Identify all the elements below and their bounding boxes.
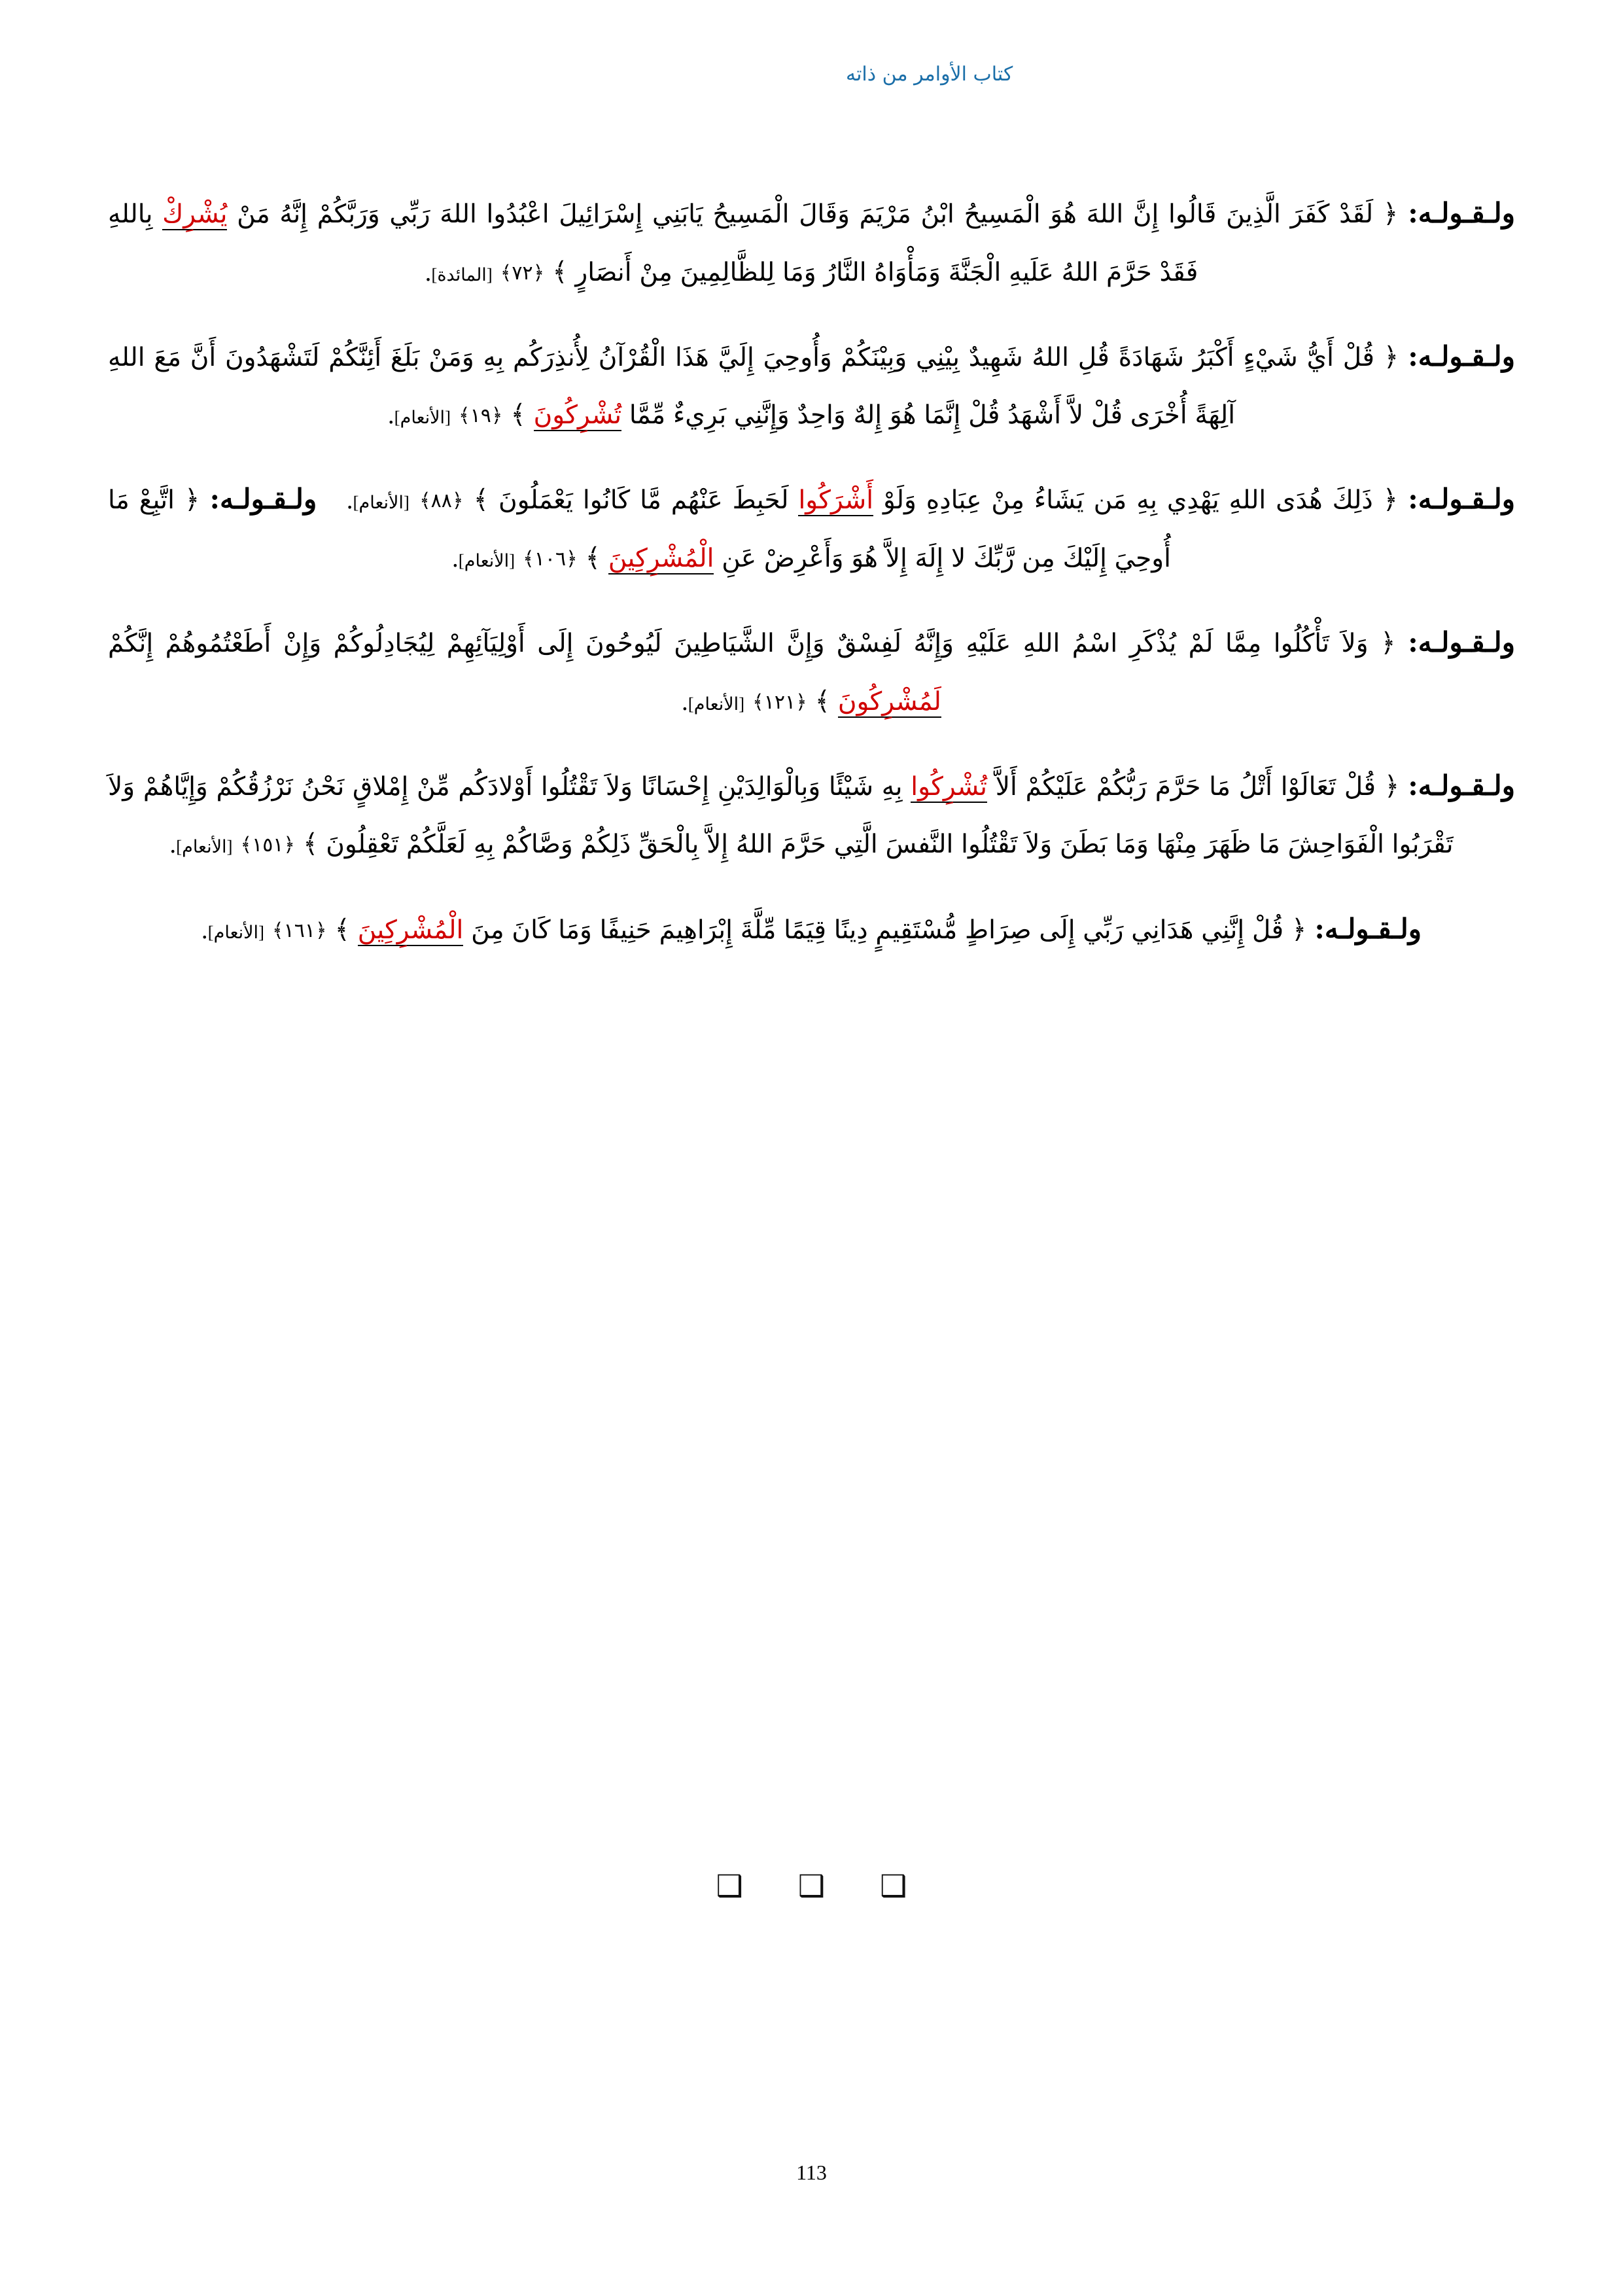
quote-block (108, 469, 1515, 586)
sura-reference: [الأنعام] (176, 837, 233, 857)
quote-block (108, 183, 1515, 300)
page-header (846, 63, 1500, 86)
ayah-number: ﴿١٩﴾ (459, 405, 503, 427)
quote-paragraph (108, 183, 1515, 300)
highlighted-term: لَمُشْرِكُونَ (838, 688, 941, 718)
ayah-open-bracket: ﴿ (1291, 914, 1307, 944)
ayah-open-bracket: ﴿ (1382, 199, 1399, 228)
ayah-close-bracket: ﴾ (303, 829, 319, 859)
page-number: 113 (796, 2161, 827, 2184)
ayah-text-after: لَحَبِطَ عَنْهُم مَّا كَانُوا يَعْمَلُونَ (489, 486, 799, 515)
quote-paragraph (108, 899, 1515, 959)
ayah-text-after (350, 916, 358, 944)
ayah-open-bracket: ﴿ (1384, 771, 1400, 801)
ayah-close-bracket: ﴾ (473, 485, 489, 515)
quote-block (108, 612, 1515, 730)
ayah-text-after (526, 401, 534, 429)
ayah-text-before: اتَّبِعْ مَا أُوحِيَ إِلَيْكَ مِن رَّبِّكَ لا إِلَهَ إِلاَّ هُوَ وَأَعْرِضْ عَنِ (108, 486, 1171, 573)
highlighted-term: أَشْرَكُوا (798, 486, 873, 516)
separator-square-icon: ❑ (880, 1868, 907, 1903)
ayah-number: ﴿١٥١﴾ (240, 834, 295, 857)
sura-reference: [المائدة] (431, 264, 493, 285)
section-separator (0, 1868, 1623, 1903)
highlighted-term: تُشْرِكُوا (911, 773, 987, 803)
quote-paragraph (108, 327, 1515, 444)
lead-phrase: ولـقـولـه: (1408, 769, 1515, 802)
sura-reference: [الأنعام] (353, 493, 410, 513)
lead-phrase: ولـقـولـه: (1408, 340, 1516, 372)
quote-block (108, 327, 1515, 444)
ayah-number: ﴿١٠٦﴾ (523, 548, 578, 571)
ayah-number: ﴿٧٢﴾ (500, 262, 545, 284)
lead-phrase: ولـقـولـه: (1408, 483, 1516, 516)
separator-square-icon: ❑ (716, 1868, 743, 1903)
ayah-close-bracket: ﴾ (510, 400, 526, 430)
ayah-text-after: بِاللهِ فَقَدْ حَرَّمَ اللهُ عَلَيهِ الْجَنَّةَ وَمَأْوَاهُ النَّارُ وَمَا لِلظَّالِمِينَ مِنْ أَنصَارٍ (108, 200, 1198, 287)
ayah-open-bracket: ﴿ (1383, 342, 1399, 372)
lead-phrase: ولـقـولـه: (209, 483, 317, 516)
trailing-punctuation: . (425, 258, 432, 287)
book-title: كتاب الأوامر من ذاته (846, 63, 1013, 86)
sura-reference: [الأنعام] (394, 408, 451, 428)
ayah-close-bracket: ﴾ (814, 686, 831, 716)
ayah-text-before: وَلاَ تَأْكُلُوا مِمَّا لَمْ يُذْكَرِ اسْمُ اللهِ عَلَيْهِ وَإِنَّهُ لَفِسْقٌ وَإِنَّ الشَّيَاطِينَ لَيُوحُونَ إِلَى أَوْلِيَآئِهِمْ لِيُجَادِلُوكُمْ وَإِنْ أَطَعْتُمُوهُمْ إِنَّكُمْ (108, 629, 1381, 658)
ayah-text-after (601, 544, 608, 573)
ayah-text-before: لَقَدْ كَفَرَ الَّذِينَ قَالُوا إِنَّ اللهَ هُوَ الْمَسِيحُ ابْنُ مَرْيَمَ وَقَالَ الْمَسِيحُ يَابَنِي إِسْرَائِيلَ اعْبُدُوا اللهَ رَبِّي وَرَبَّكُمْ إِنَّهُ مَنْ (227, 200, 1383, 228)
ayah-text-before: ذَلِكَ هُدَى اللهِ يَهْدِي بِهِ مَن يَشَاءُ مِنْ عِبَادِهِ وَلَوْ (873, 486, 1383, 515)
trailing-punctuation: . (452, 544, 459, 573)
ayah-text-after (830, 688, 838, 716)
ayah-open-bracket: ﴿ (184, 485, 200, 515)
lead-phrase: ولـقـولـه: (1408, 626, 1516, 659)
highlighted-term: الْمُشْرِكِينَ (358, 916, 464, 946)
quote-paragraph (108, 469, 1515, 586)
ayah-text-before: قُلْ أَيُّ شَيْءٍ أَكْبَرُ شَهَادَةً قُلِ اللهُ شَهِيدٌ بِيْنِي وَبِيْنَكُمْ وَأُوحِيَ إِلَيَّ هَذَا الْقُرْآنُ لِأُنذِرَكُم بِهِ وَمَنْ بَلَغَ أَئِنَّكُمْ لَتَشْهَدُونَ أَنَّ مَعَ اللهِ آلِهَةً أُخْرَى قُلْ لاَّ أَشْهَدُ قُلْ إِنَّمَا هُوَ إِلهٌ وَاحِدٌ وَإِنَّنِي بَرِيءٌ مِّمَّا (108, 343, 1384, 430)
ayah-close-bracket: ﴾ (585, 543, 601, 573)
quote-block (108, 756, 1515, 873)
ayah-open-bracket: ﴿ (1382, 485, 1399, 515)
sura-reference: [الأنعام] (207, 922, 265, 942)
separator-square-icon: ❑ (797, 1868, 826, 1903)
ayah-text-before: قُلْ تَعَالَوْا أَتْلُ مَا حَرَّمَ رَبُّكُمْ عَلَيْكُمْ أَلاَّ (987, 772, 1384, 801)
lead-phrase: ولـقـولـه: (1314, 912, 1422, 945)
ayah-close-bracket: ﴾ (552, 256, 568, 287)
ayah-text-before: قُلْ إِنَّنِي هَدَانِي رَبِّي إِلَى صِرَاطٍ مُّسْتَقِيمٍ دِينًا قِيَمًا مِّلَّةَ إِبْرَاهِيمَ حَنِيفًا وَمَا كَانَ مِنَ (463, 915, 1291, 944)
ayah-number: ﴿١٢١﴾ (752, 691, 807, 713)
highlighted-term: الْمُشْرِكِينَ (608, 544, 714, 574)
trailing-punctuation: . (169, 830, 177, 859)
lead-phrase: ولـقـولـه: (1408, 197, 1516, 229)
ayah-close-bracket: ﴾ (334, 914, 350, 944)
ayah-number: ﴿٨٨﴾ (419, 490, 464, 512)
quote-paragraph (108, 756, 1515, 873)
quote-block (108, 899, 1515, 959)
ayah-text-after: بِهِ شَيْئًا وَبِالْوَالِدَيْنِ إِحْسَانًا وَلاَ تَقْتُلُوا أَوْلادَكُم مِّنْ إِمْلاقٍ نَحْنُ نَرْزُقُكُمْ وَإِيَّاهُمْ وَلاَ تَقْرَبُوا الْفَوَاحِشَ مَا ظَهَرَ مِنْهَا وَمَا بَطَنَ وَلاَ تَقْتُلُوا النَّفسَ الَّتِي حَرَّمَ اللهُ إِلاَّ بِالْحَقِّ ذَلِكُمْ وَصَّاكُمْ بِهِ لَعَلَّكُمْ تَعْقِلُونَ (108, 772, 1454, 859)
quote-paragraph (108, 612, 1515, 730)
sura-reference: [الأنعام] (458, 551, 515, 571)
highlighted-term: تُشْرِكُونَ (534, 401, 622, 431)
page-body (108, 157, 1515, 985)
sura-reference: [الأنعام] (688, 694, 745, 714)
trailing-punctuation: . (346, 486, 353, 515)
ayah-number: ﴿١٦١﴾ (272, 919, 327, 942)
trailing-punctuation: . (682, 687, 688, 716)
trailing-punctuation: . (387, 401, 394, 430)
trailing-punctuation: . (201, 915, 208, 944)
highlighted-term: يُشْرِكْ (162, 200, 227, 230)
ayah-open-bracket: ﴿ (1380, 628, 1396, 658)
